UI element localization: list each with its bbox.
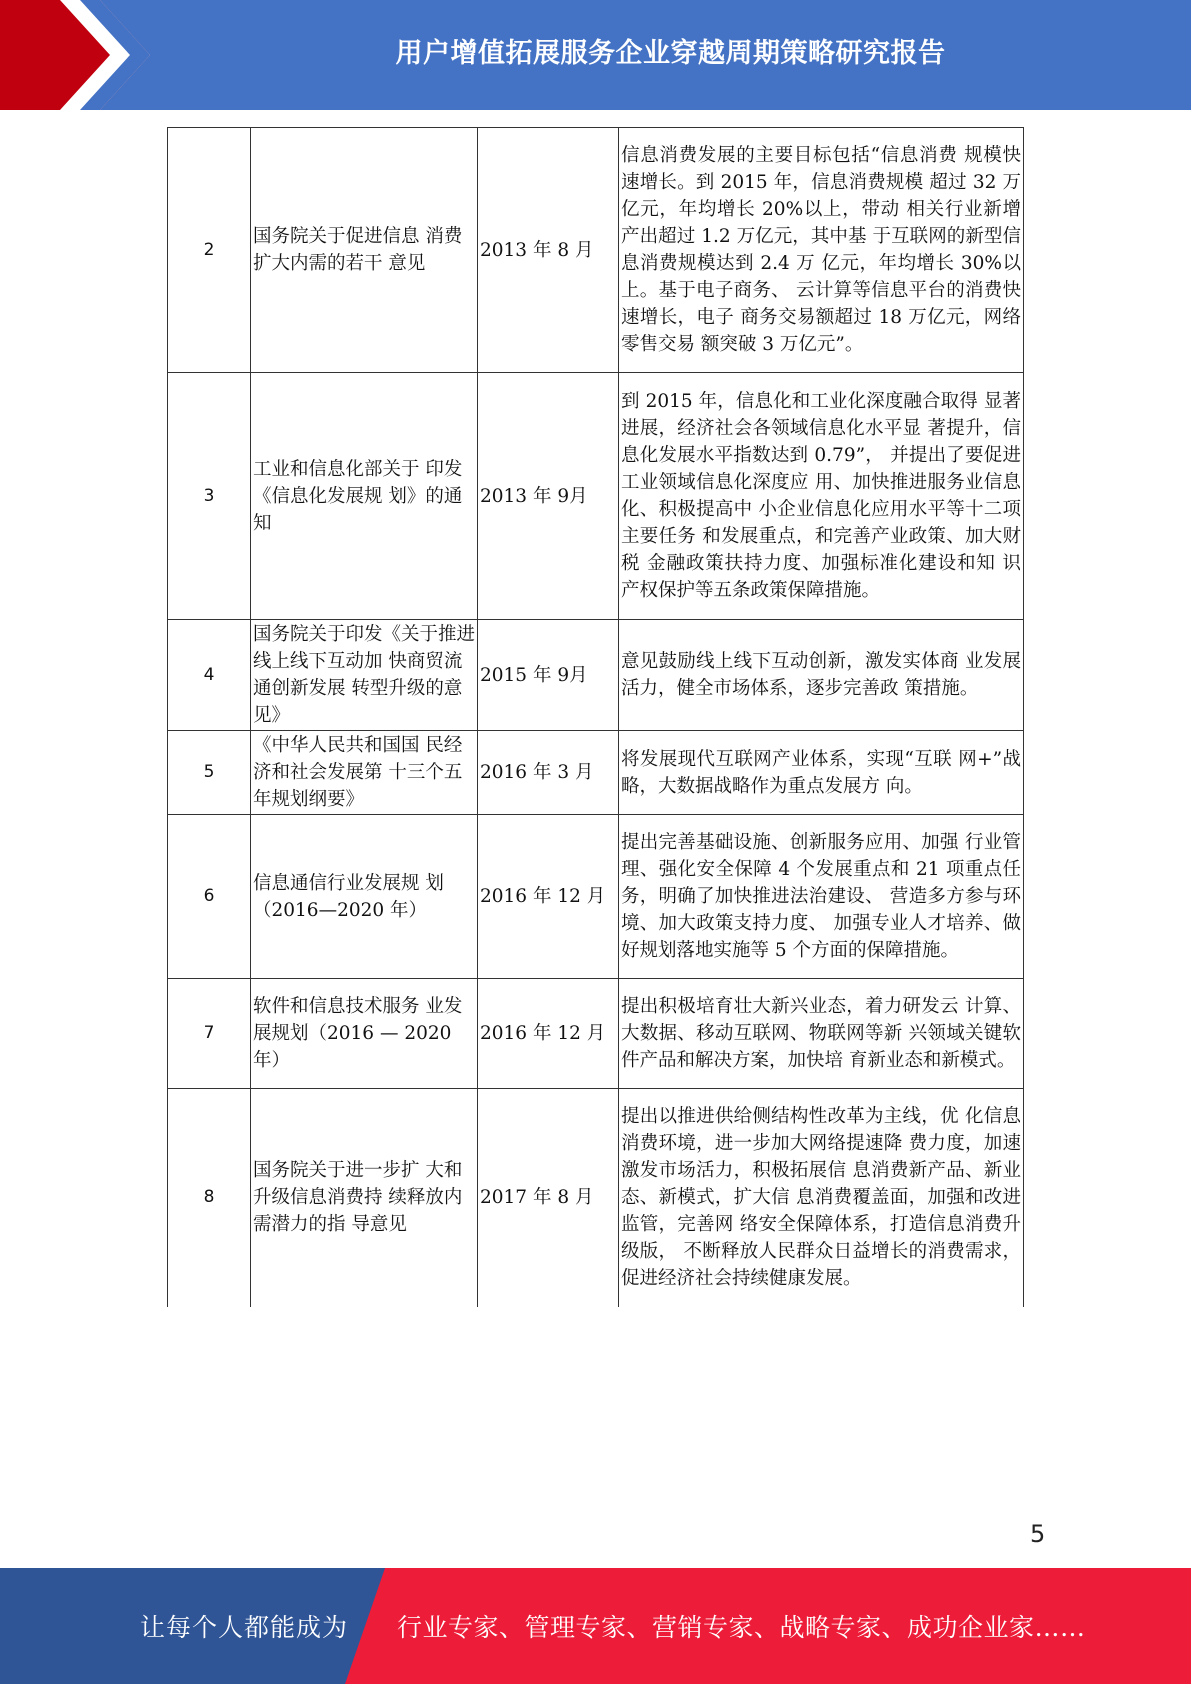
footer-slogan-left: 让每个人都能成为	[140, 1613, 349, 1642]
row-number: 7	[168, 979, 251, 1089]
policy-name: 国务院关于印发《关于推进线上线下互动加 快商贸流通创新发展 转型升级的意见》	[251, 620, 478, 731]
page-header	[0, 0, 1191, 110]
report-title: 用户增值拓展服务企业穿越周期策略研究报告	[395, 37, 946, 69]
table-row	[168, 128, 1024, 373]
policy-content: 到 2015 年，信息化和工业化深度融合取得 显著进展，经济社会各领域信息化水平显 著提升，信息化发展水平指数达到 0.79”， 并提出了要促进工业领域信息化深度应 用、加快推进服务业信息化、积极提高中 小企业信息化应用水平等十二项主要任务 和发展重点，和完善产业政策、加大财税 金融政策扶持力度、加强标准化建设和知 识产权保护等五条政策保障措施。	[619, 373, 1024, 620]
table-row	[168, 979, 1024, 1089]
row-number: 3	[168, 373, 251, 620]
policy-table-container	[167, 127, 1023, 1307]
row-number: 5	[168, 731, 251, 815]
row-number: 2	[168, 128, 251, 373]
policy-date: 2015 年 9月	[478, 620, 619, 731]
policy-name: 信息通信行业发展规 划（2016—2020 年）	[251, 815, 478, 979]
policy-name: 软件和信息技术服务 业发展规划（2016 — 2020 年）	[251, 979, 478, 1089]
table-row	[168, 1089, 1024, 1307]
policy-name: 国务院关于进一步扩 大和升级信息消费持 续释放内需潜力的指 导意见	[251, 1089, 478, 1307]
table-row	[168, 373, 1024, 620]
row-number: 4	[168, 620, 251, 731]
policy-name: 国务院关于促进信息 消费扩大内需的若干 意见	[251, 128, 478, 373]
policy-name: 《中华人民共和国国 民经济和社会发展第 十三个五年规划纲要》	[251, 731, 478, 815]
policy-content: 将发展现代互联网产业体系，实现“互联 网+”战略，大数据战略作为重点发展方 向。	[619, 731, 1024, 815]
row-number: 8	[168, 1089, 251, 1307]
policy-date: 2016 年 12 月	[478, 815, 619, 979]
row-number: 6	[168, 815, 251, 979]
policy-content: 信息消费发展的主要目标包括“信息消费 规模快速增长。到 2015 年，信息消费规模 超过 32 万亿元，年均增长 20%以上，带动 相关行业新增产出超过 1.2 万亿元，其中基 于互联网的新型信息消费规模达到 2.4 万 亿元，年均增长 30%以上。基于电子商务、 云计算等信息平台的消费快速增长，电子 商务交易额超过 18 万亿元，网络零售交易 额突破 3 万亿元”。	[619, 128, 1024, 373]
policy-content: 意见鼓励线上线下互动创新，激发实体商 业发展活力，健全市场体系，逐步完善政 策措施。	[619, 620, 1024, 731]
table-row	[168, 815, 1024, 979]
policy-date: 2013 年 9月	[478, 373, 619, 620]
page-number: 5	[1030, 1520, 1046, 1548]
policy-content: 提出以推进供给侧结构性改革为主线，优 化信息消费环境，进一步加大网络提速降 费力度，加速激发市场活力，积极拓展信 息消费新产品、新业态、新模式，扩大信 息消费覆盖面，加强和改进监管，完善网 络安全保障体系，打造信息消费升级版， 不断释放人民群众日益增长的消费需求， 促进经济社会持续健康发展。	[619, 1089, 1024, 1307]
table-row	[168, 620, 1024, 731]
policy-date: 2013 年 8 月	[478, 128, 619, 373]
table-row	[168, 731, 1024, 815]
policy-date: 2017 年 8 月	[478, 1089, 619, 1307]
policy-content: 提出完善基础设施、创新服务应用、加强 行业管理、强化安全保障 4 个发展重点和 21 项重点任务，明确了加快推进法治建设、 营造多方参与环境、加大政策支持力度、 加强专业人才培养、做好规划落地实施等 5 个方面的保障措施。	[619, 815, 1024, 979]
policy-table	[167, 127, 1024, 1307]
header-chevron-icon	[0, 0, 160, 110]
policy-date: 2016 年 12 月	[478, 979, 619, 1089]
page-footer	[0, 1568, 1191, 1684]
policy-content: 提出积极培育壮大新兴业态，着力研发云 计算、大数据、移动互联网、物联网等新 兴领域关键软件产品和解决方案，加快培 育新业态和新模式。	[619, 979, 1024, 1089]
policy-name: 工业和信息化部关于 印发《信息化发展规 划》的通知	[251, 373, 478, 620]
policy-date: 2016 年 3 月	[478, 731, 619, 815]
footer-slogan-right: 行业专家、管理专家、营销专家、战略专家、成功企业家……	[397, 1613, 1086, 1642]
